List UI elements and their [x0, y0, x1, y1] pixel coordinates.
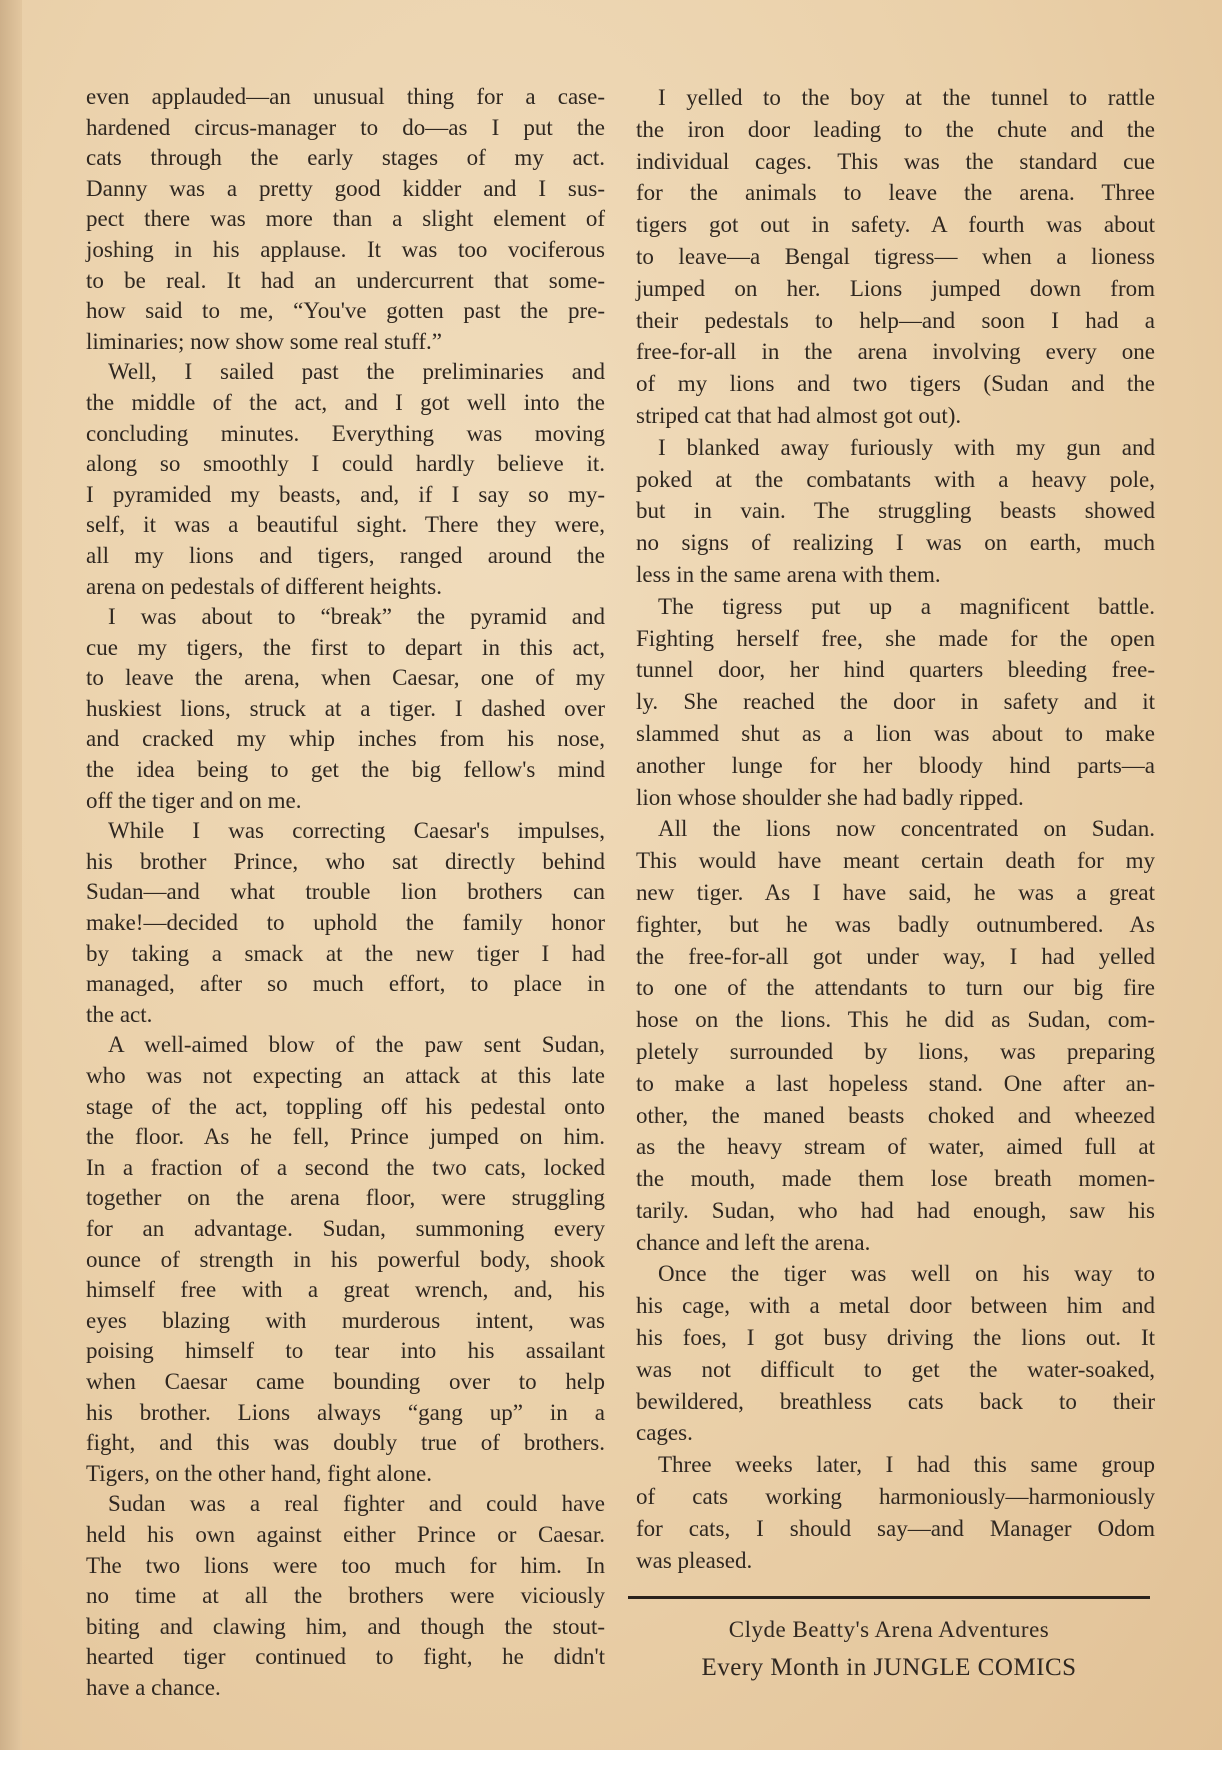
text-line: along so smoothly I could hardly believe it.	[86, 451, 605, 477]
text-line: of my lions and two tigers (Sudan and the	[636, 371, 1155, 397]
text-line: the middle of the act, and I got well into the	[86, 389, 605, 415]
text-line: hearted tiger continued to fight, he didn't	[86, 1644, 605, 1670]
text-line: bewildered, breathless cats back to their	[636, 1388, 1155, 1414]
text-line: held his own against either Prince or Caesar.	[86, 1521, 605, 1547]
text-line: Tigers, on the other hand, fight alone.	[86, 1460, 433, 1486]
text-line: the mouth, made them lose breath momen-	[636, 1166, 1155, 1192]
text-line: of cats working harmoniously—harmoniously	[636, 1484, 1155, 1510]
text-line: huskiest lions, struck at a tiger. I dashed over	[86, 695, 605, 721]
text-line: the iron door leading to the chute and the	[636, 116, 1155, 142]
text-line: Sudan was a real fighter and could have	[108, 1491, 605, 1517]
text-line: hose on the lions. This he did as Sudan, com-	[636, 1007, 1155, 1033]
text-line: Three weeks later, I had this same group	[658, 1452, 1155, 1478]
text-line: no time at all the brothers were viciously	[86, 1583, 605, 1609]
text-line: biting and clawing him, and though the stout-	[86, 1613, 605, 1639]
text-line: for the animals to leave the arena. Three	[636, 180, 1155, 206]
text-line: himself free with a great wrench, and, his	[86, 1277, 605, 1303]
text-line: The tigress put up a magnificent battle.	[658, 593, 1155, 619]
text-line: joshing in his applause. It was too vociferous	[86, 236, 605, 262]
text-line: was not difficult to get the water-soaked,	[636, 1356, 1155, 1382]
text-line: striped cat that had almost got out).	[636, 402, 962, 428]
text-line: no signs of realizing I was on earth, much	[636, 530, 1155, 556]
text-column-left	[86, 82, 605, 1703]
text-line: Fighting herself free, she made for the open	[636, 625, 1155, 651]
text-line: cats through the early stages of my act.	[86, 145, 605, 171]
text-line: hardened circus-manager to do—as I put the	[86, 114, 605, 140]
text-line: another lunge for her bloody hind parts—a	[636, 752, 1155, 778]
text-line: I yelled to the boy at the tunnel to rattle	[658, 85, 1155, 110]
text-line: self, it was a beautiful sight. There they were,	[86, 512, 605, 538]
text-line: In a fraction of a second the two cats, locked	[86, 1154, 605, 1180]
text-line: tigers got out in safety. A fourth was about	[636, 212, 1155, 238]
text-line: pect there was more than a slight element of	[86, 206, 605, 232]
text-line: fight, and this was doubly true of brothers.	[86, 1430, 605, 1456]
text-line: have a chance.	[86, 1674, 221, 1700]
text-line: A well-aimed blow of the paw sent Sudan,	[108, 1032, 605, 1058]
page-binding-edge	[0, 0, 22, 1750]
text-line: the free-for-all got under way, I had yelled	[636, 943, 1155, 969]
text-line: Well, I sailed past the preliminaries and	[108, 359, 605, 385]
text-line: Sudan—and what trouble lion brothers can	[86, 879, 605, 905]
footer-series-title: Clyde Beatty's Arena Adventures	[728, 1617, 1050, 1642]
text-line: the act.	[86, 1001, 153, 1027]
text-line: off the tiger and on me.	[86, 787, 302, 813]
text-line: The two lions were too much for him. In	[86, 1552, 605, 1578]
text-line: the idea being to get the big fellow's mind	[86, 757, 605, 783]
text-line: Danny was a pretty good kidder and I sus-	[86, 175, 605, 201]
text-line: his brother. Lions always “gang up” in a	[86, 1399, 605, 1425]
text-line: slammed shut as a lion was about to make	[636, 720, 1155, 746]
text-line: poising himself to tear into his assailant	[86, 1338, 605, 1364]
text-line: managed, after so much effort, to place in	[86, 971, 605, 997]
text-line: as the heavy stream of water, aimed full at	[636, 1134, 1155, 1160]
text-line: to one of the attendants to turn our big fire	[636, 975, 1155, 1001]
text-line: was pleased.	[636, 1547, 753, 1573]
text-line: by taking a smack at the new tiger I had	[86, 940, 605, 966]
text-line: All the lions now concentrated on Sudan.	[658, 816, 1155, 842]
text-line: pletely surrounded by lions, was preparing	[636, 1038, 1155, 1064]
text-line: tarily. Sudan, who had had enough, saw his	[636, 1197, 1155, 1223]
text-line: who was not expecting an attack at this late	[86, 1063, 605, 1088]
text-line: individual cages. This was the standard cue	[636, 148, 1155, 174]
text-line: less in the same arena with them.	[636, 561, 941, 587]
text-line: jumped on her. Lions jumped down from	[636, 275, 1155, 301]
text-line: even applauded—an unusual thing for a case-	[86, 84, 605, 109]
divider-rule	[628, 1596, 1150, 1599]
text-line: Once the tiger was well on his way to	[658, 1261, 1155, 1287]
text-line: cue my tigers, the first to depart in this act,	[86, 634, 605, 660]
text-line: other, the maned beasts choked and wheezed	[636, 1102, 1155, 1128]
text-line: their pedestals to help—and soon I had a	[636, 307, 1155, 333]
text-line: together on the arena floor, were struggling	[86, 1185, 605, 1211]
text-line: I blanked away furiously with my gun and	[658, 434, 1155, 460]
text-line: but in vain. The struggling beasts showed	[636, 498, 1155, 524]
text-line: concluding minutes. Everything was moving	[86, 420, 605, 446]
text-line: for an advantage. Sudan, summoning every	[86, 1215, 605, 1241]
text-line: I pyramided my beasts, and, if I say so my-	[86, 481, 605, 507]
text-line: to leave the arena, when Caesar, one of my	[86, 665, 605, 691]
footer-publication-note: Every Month in JUNGLE COMICS	[701, 1654, 1077, 1681]
text-line: tunnel door, her hind quarters bleeding free-	[636, 657, 1155, 683]
text-line: make!—decided to uphold the family honor	[86, 910, 605, 936]
text-line: his brother Prince, who sat directly behind	[86, 848, 605, 874]
text-line: for cats, I should say—and Manager Odom	[636, 1515, 1155, 1541]
text-line: liminaries; now show some real stuff.”	[86, 328, 443, 354]
text-line: This would have meant certain death for my	[636, 848, 1155, 874]
text-line: fighter, but he was badly outnumbered. As	[636, 911, 1155, 937]
text-line: chance and left the arena.	[636, 1229, 871, 1255]
text-line: While I was correcting Caesar's impulses,	[108, 818, 605, 844]
text-line: all my lions and tigers, ranged around the	[86, 542, 605, 568]
text-line: lion whose shoulder she had badly ripped.	[636, 784, 1024, 810]
text-line: to leave—a Bengal tigress— when a lioness	[636, 243, 1155, 269]
text-line: and cracked my whip inches from his nose,	[86, 726, 605, 752]
text-line: poked at the combatants with a heavy pole,	[636, 466, 1155, 492]
text-line: arena on pedestals of different heights.	[86, 573, 442, 599]
text-line: to be real. It had an undercurrent that some-	[86, 267, 605, 293]
text-column-right	[636, 82, 1155, 1576]
text-line: new tiger. As I have said, he was a great	[636, 879, 1155, 905]
text-line: I was about to “break” the pyramid and	[108, 604, 605, 630]
text-line: ly. She reached the door in safety and it	[636, 689, 1155, 715]
text-line: free-for-all in the arena involving every one	[636, 339, 1155, 365]
text-line: to make a last hopeless stand. One after an-	[636, 1070, 1155, 1096]
text-line: his cage, with a metal door between him and	[636, 1293, 1155, 1319]
text-line: how said to me, “You've gotten past the pre-	[86, 298, 605, 324]
text-line: his foes, I got busy driving the lions out. It	[636, 1325, 1155, 1351]
text-line: when Caesar came bounding over to help	[86, 1368, 605, 1394]
text-line: eyes blazing with murderous intent, was	[86, 1307, 605, 1333]
text-line: cages.	[636, 1420, 693, 1446]
text-line: stage of the act, toppling off his pedestal onto	[86, 1093, 605, 1119]
text-line: ounce of strength in his powerful body, shook	[86, 1246, 605, 1272]
text-line: the floor. As he fell, Prince jumped on him.	[86, 1124, 605, 1150]
